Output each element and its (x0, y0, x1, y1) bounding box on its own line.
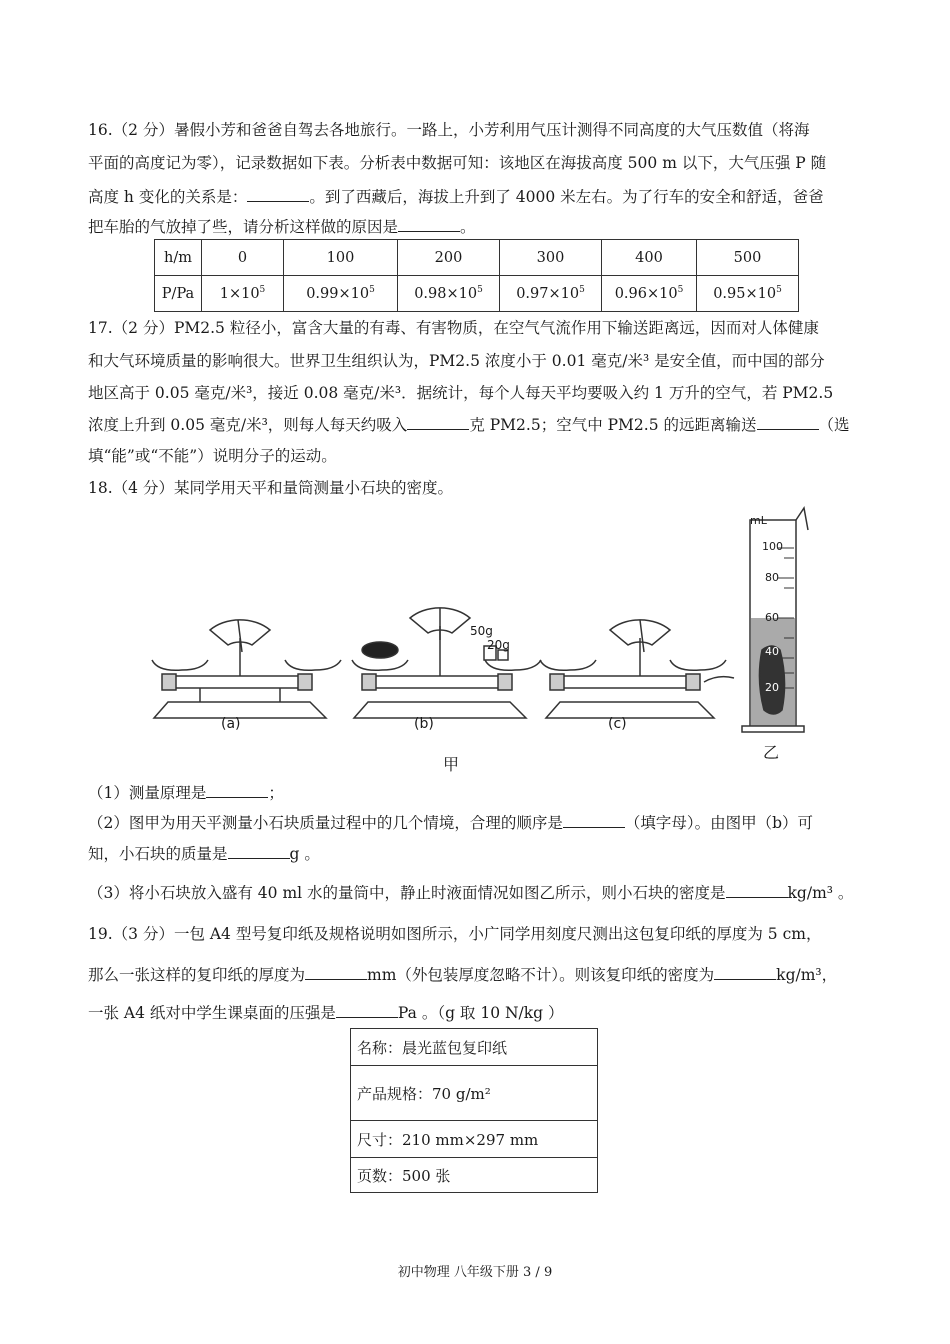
q17-line4-text3: （选 (818, 416, 850, 434)
cylinder-tick: 100 (762, 540, 783, 553)
table-cell: $0.99\times 10^5$ (284, 276, 398, 312)
cylinder-unit: mL (750, 514, 767, 527)
q16-line3-text2: 。到了西藏后，海拔上升到了 4000 米左右。为了行车的安全和舒适，爸爸 (309, 188, 824, 206)
cylinder-tick: 40 (765, 645, 779, 658)
spec-pages: 页数：500 张 (351, 1158, 598, 1193)
table-cell: $0.98\times 10^5$ (398, 276, 500, 312)
figure-jia-label: 甲 (443, 755, 460, 774)
sub-label-c: (c) (608, 716, 627, 732)
q16-line1: 16.（2 分）暑假小芳和爸爸自驾去各地旅行。一路上，小芳利用气压计测得不同高度的大气压数值（将海 (88, 121, 810, 139)
cylinder-tick: 60 (765, 611, 779, 624)
table-row (351, 1121, 598, 1158)
table-cell: 100 (284, 240, 398, 276)
q18-line1: 18.（4 分）某同学用天平和量筒测量小石块的密度。 (88, 479, 453, 497)
q19-line1: 19.（3 分）一包 A4 型号复印纸及规格说明如图所示，小广同学用刻度尺测出这包复印纸的厚度为 5 cm， (88, 925, 822, 943)
weight-50g: 50g (470, 624, 493, 638)
spec-name: 名称：晨光蓝包复印纸 (351, 1029, 598, 1066)
q17-line2: 和大气环境质量的影响很大。世界卫生组织认为，PM2.5 浓度小于 0.01 毫克/米³ 是安全值，而中国的部分 (88, 352, 825, 370)
q18-p3-unit: kg/m³ 。 (787, 884, 854, 902)
table-row (155, 276, 799, 312)
q18-p1-text: （1）测量原理是 (88, 784, 207, 802)
q18-p2-text3: 知，小石块的质量是 (88, 845, 228, 863)
p-label: P/Pa (155, 276, 202, 312)
q17-line1: 17.（2 分）PM2.5 粒径小，富含大量的有毒、有害物质，在空气气流作用下输送距离远，因而对人体健康 (88, 319, 819, 337)
q18-p2-text2: （填字母）。由图甲（b）可 (624, 814, 814, 832)
table-cell: 0 (202, 240, 284, 276)
weight-20g: 20g (487, 638, 510, 652)
q17-line4-text: 浓度上升到 0.05 毫克/米³，则每人每天约吸入 (88, 416, 408, 434)
q19-line3-text2: Pa 。（g 取 10 N/kg ） (397, 1004, 564, 1022)
table-cell: $0.96\times 10^5$ (602, 276, 697, 312)
table-row (351, 1066, 598, 1121)
q18-p2-text: （2）图甲为用天平测量小石块质量过程中的几个情境，合理的顺序是 (88, 814, 563, 832)
page-footer: 初中物理 八年级下册 3 / 9 (397, 1265, 553, 1280)
table-cell: 500 (697, 240, 799, 276)
q18-p2-unit: g 。 (289, 845, 320, 863)
table-row (351, 1158, 598, 1193)
spec-size: 尺寸：210 mm×297 mm (351, 1121, 598, 1158)
q17-line4-text2: 克 PM2.5；空气中 PM2.5 的远距离输送 (469, 416, 757, 434)
q16-line4-text: 把车胎的气放掉了些，请分析这样做的原因是 (88, 218, 399, 236)
q17-line4 (88, 414, 850, 435)
q18-p3 (88, 882, 853, 903)
q16-line3-text: 高度 h 变化的关系是： (88, 188, 248, 206)
q16-line4-end: 。 (460, 218, 476, 236)
figure-yi-label: 乙 (763, 743, 780, 762)
q19-line2-text: 那么一张这样的复印纸的厚度为 (88, 966, 306, 984)
answer-blank[interactable] (398, 216, 460, 232)
table-cell: $0.95\times 10^5$ (697, 276, 799, 312)
q18-p1 (88, 782, 284, 803)
q18-p1-end: ； (268, 784, 284, 802)
paper-spec-table (350, 1028, 598, 1193)
q16-line3 (88, 186, 824, 207)
balance-b (352, 608, 541, 718)
q19-line2 (88, 964, 837, 985)
table-cell: 400 (602, 240, 697, 276)
h-label: h/m (155, 240, 202, 276)
pressure-table (154, 239, 799, 312)
q18-p2 (88, 812, 813, 833)
q19-line3-text: 一张 A4 纸对中学生课桌面的压强是 (88, 1004, 336, 1022)
q19-line2-unit: kg/m³， (776, 966, 838, 984)
cylinder-tick: 80 (765, 571, 779, 584)
answer-blank[interactable] (726, 882, 788, 898)
balance-a (152, 620, 341, 718)
answer-blank[interactable] (206, 782, 268, 798)
spec-grammage: 产品规格：70 g/m² (351, 1066, 598, 1121)
q16-line4 (88, 216, 476, 237)
answer-blank[interactable] (407, 414, 469, 430)
measuring-cylinder (734, 500, 824, 740)
table-cell: 200 (398, 240, 500, 276)
q17-line5: 填“能”或“不能”）说明分子的运动。 (88, 447, 337, 465)
answer-blank[interactable] (563, 812, 625, 828)
table-cell: $1\times 10^5$ (202, 276, 284, 312)
q17-line3: 地区高于 0.05 毫克/米³，接近 0.08 毫克/米³．据统计，每个人每天平均要吸入约 1 万升的空气，若 PM2.5 (88, 384, 834, 402)
table-row (351, 1029, 598, 1066)
sub-label-b: (b) (414, 716, 434, 732)
answer-blank[interactable] (336, 1002, 398, 1018)
q16-line2: 平面的高度记为零），记录数据如下表。分析表中数据可知：该地区在海拔高度 500 m 以下，大气压强 P 随 (88, 154, 827, 172)
q19-line2-text2: mm（外包装厚度忽略不计）。则该复印纸的密度为 (367, 966, 715, 984)
sub-label-a: (a) (221, 716, 241, 732)
answer-blank[interactable] (714, 964, 776, 980)
q19-line3 (88, 1002, 564, 1023)
table-row (155, 240, 799, 276)
balance-c (540, 620, 734, 718)
answer-blank[interactable] (247, 186, 309, 202)
cylinder-tick: 20 (765, 681, 779, 694)
table-cell: $0.97\times 10^5$ (500, 276, 602, 312)
q18-p2-cont (88, 843, 320, 864)
answer-blank[interactable] (305, 964, 367, 980)
table-cell: 300 (500, 240, 602, 276)
answer-blank[interactable] (228, 843, 290, 859)
answer-blank[interactable] (757, 414, 819, 430)
q18-p3-text: （3）将小石块放入盛有 40 ml 水的量筒中，静止时液面情况如图乙所示，则小石块的密度是 (88, 884, 726, 902)
